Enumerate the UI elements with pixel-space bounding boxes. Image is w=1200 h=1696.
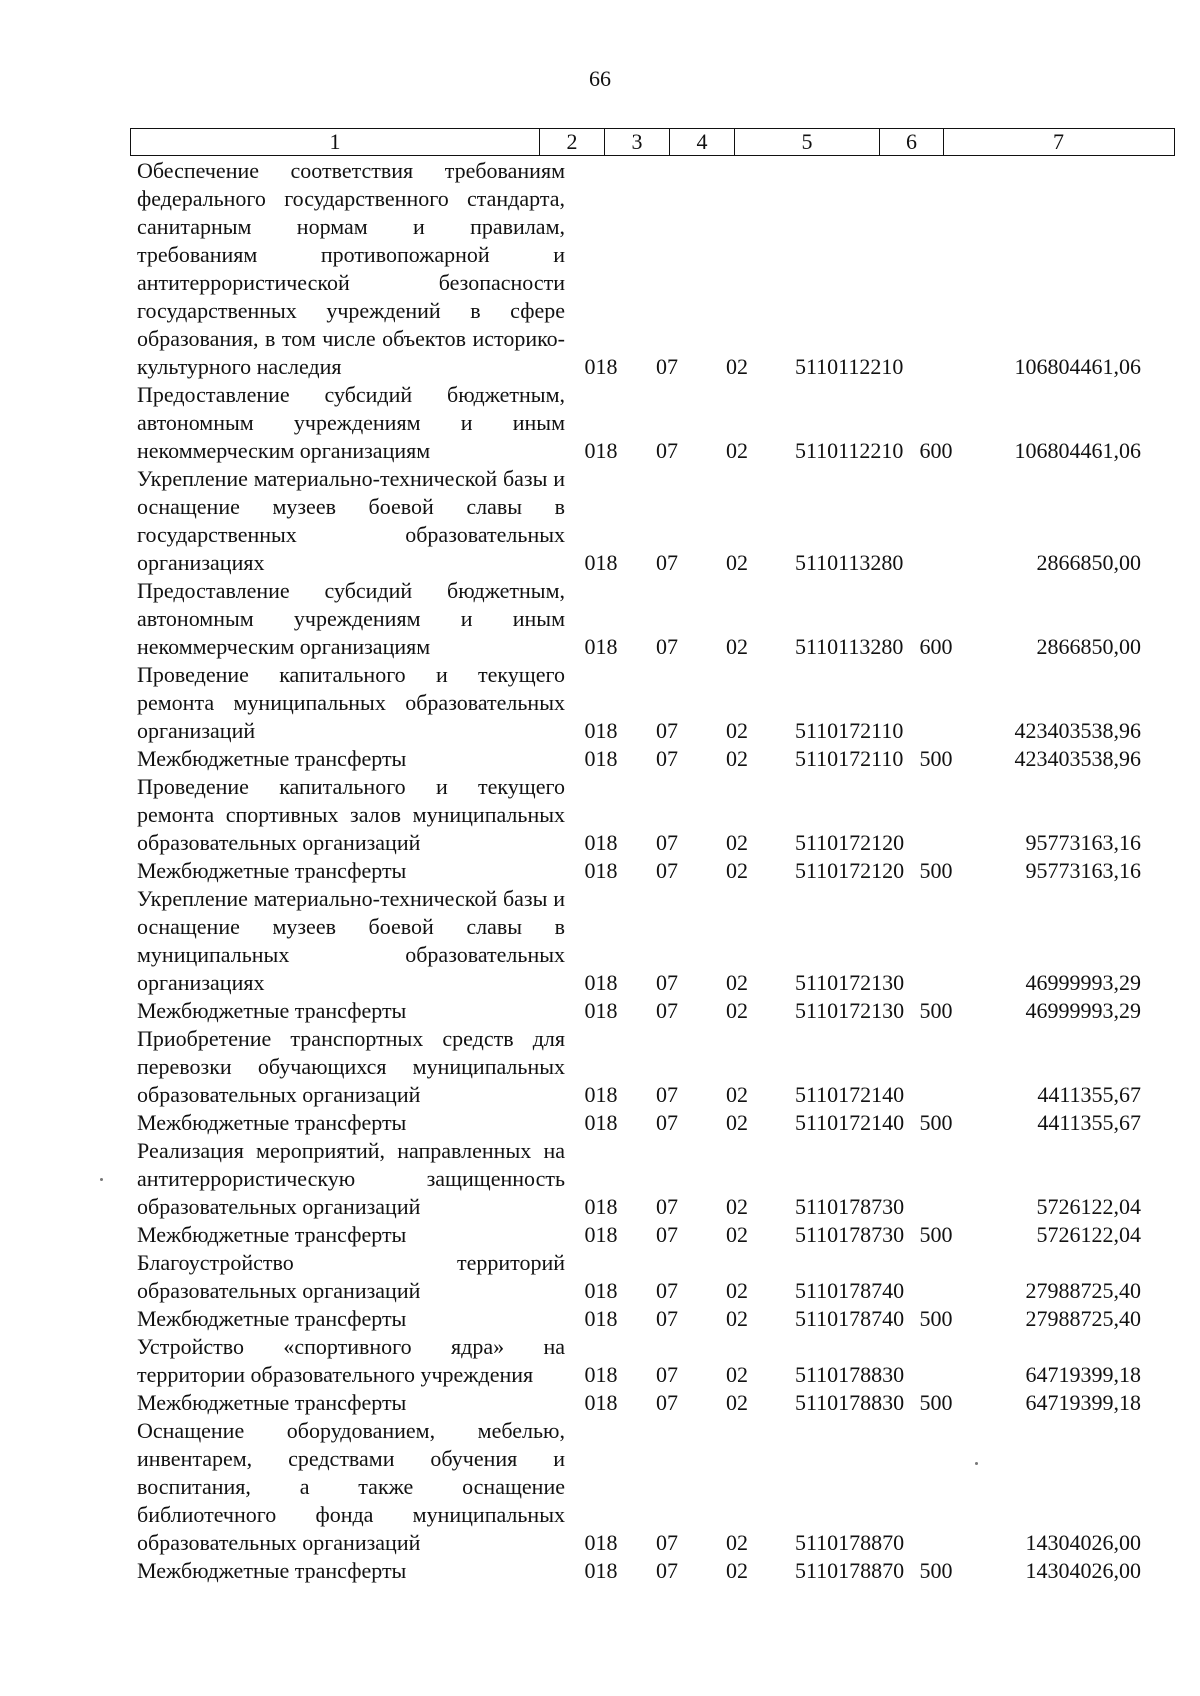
row-col-5: 5110172130 — [795, 970, 905, 995]
table-row — [0, 997, 1200, 1025]
row-col-4: 02 — [726, 634, 748, 659]
row-description: Межбюджетные трансферты — [137, 1558, 407, 1583]
table-row — [0, 1305, 1200, 1333]
row-col-4: 02 — [726, 1362, 748, 1387]
row-description: Межбюджетные трансферты — [137, 746, 407, 771]
row-col-4: 02 — [726, 746, 748, 771]
row-col-7: 106804461,06 — [1014, 354, 1141, 379]
table-row — [0, 157, 1200, 381]
row-description: Межбюджетные трансферты — [137, 858, 407, 883]
row-col-2: 018 — [584, 1390, 618, 1415]
header-col-2: 2 — [539, 129, 604, 155]
table-body — [0, 157, 1200, 1585]
row-col-3: 07 — [656, 746, 678, 771]
row-description: Межбюджетные трансферты — [137, 1390, 407, 1415]
row-col-7: 95773163,16 — [1025, 830, 1141, 855]
row-col-6: 500 — [919, 998, 953, 1023]
row-description: Межбюджетные трансферты — [137, 1222, 407, 1247]
row-col-2: 018 — [584, 718, 618, 743]
row-col-3: 07 — [656, 718, 678, 743]
page-number: 66 — [589, 66, 611, 91]
row-col-2: 018 — [584, 970, 618, 995]
row-col-7: 5726122,04 — [1036, 1194, 1141, 1219]
table-row — [0, 1137, 1200, 1221]
row-col-5: 5110178870 — [795, 1530, 905, 1555]
row-col-6: 500 — [919, 1222, 953, 1247]
row-col-7: 4411355,67 — [1037, 1110, 1141, 1135]
row-col-5: 5110178830 — [795, 1362, 905, 1387]
row-col-3: 07 — [656, 1390, 678, 1415]
row-col-5: 5110112210 — [795, 438, 904, 463]
row-description: Предоставление субсидий бюджетным, автономным учреждениям и иным некоммерческим организациям — [137, 578, 565, 659]
row-col-2: 018 — [584, 1082, 618, 1107]
table-row — [0, 1557, 1200, 1585]
scan-speck — [100, 1178, 103, 1181]
row-col-6: 600 — [919, 634, 953, 659]
row-col-7: 27988725,40 — [1025, 1278, 1141, 1303]
row-col-6: 600 — [919, 438, 953, 463]
row-col-7: 14304026,00 — [1025, 1530, 1141, 1555]
row-col-5: 5110112210 — [795, 354, 904, 379]
row-description: Предоставление субсидий бюджетным, автономным учреждениям и иным некоммерческим организациям — [137, 382, 565, 463]
row-col-5: 5110178870 — [795, 1558, 905, 1583]
row-col-4: 02 — [726, 998, 748, 1023]
row-col-3: 07 — [656, 438, 678, 463]
row-col-5: 5110178830 — [795, 1390, 905, 1415]
header-col-1: 1 — [329, 129, 341, 154]
row-col-7: 46999993,29 — [1025, 970, 1141, 995]
header-col-7: 7 — [943, 129, 1173, 155]
row-col-6: 500 — [919, 1558, 953, 1583]
row-col-4: 02 — [726, 1194, 748, 1219]
table-row — [0, 661, 1200, 745]
row-col-2: 018 — [584, 550, 618, 575]
row-col-5: 5110172110 — [795, 746, 904, 771]
row-col-4: 02 — [726, 550, 748, 575]
table-row — [0, 1333, 1200, 1389]
row-col-3: 07 — [656, 1110, 678, 1135]
row-col-7: 95773163,16 — [1025, 858, 1141, 883]
table-row — [0, 1249, 1200, 1305]
row-col-4: 02 — [726, 438, 748, 463]
row-col-7: 2866850,00 — [1036, 550, 1141, 575]
table-row — [0, 745, 1200, 773]
row-col-3: 07 — [656, 998, 678, 1023]
row-col-7: 64719399,18 — [1025, 1362, 1141, 1387]
row-description: Укрепление материально-технической базы и оснащение музеев боевой славы в муниципальных образовательных организациях — [137, 886, 565, 995]
row-col-5: 5110172130 — [795, 998, 905, 1023]
row-col-3: 07 — [656, 1222, 678, 1247]
row-col-5: 5110178730 — [795, 1222, 905, 1247]
row-col-4: 02 — [726, 354, 748, 379]
row-col-7: 423403538,96 — [1014, 746, 1141, 771]
row-col-3: 07 — [656, 550, 678, 575]
row-description: Благоустройство территорий образовательных организаций — [137, 1250, 565, 1303]
row-col-3: 07 — [656, 858, 678, 883]
row-col-7: 423403538,96 — [1014, 718, 1141, 743]
header-col-4: 4 — [669, 129, 734, 155]
row-col-6: 500 — [919, 858, 953, 883]
row-col-5: 5110178740 — [795, 1306, 905, 1331]
row-col-5: 5110172110 — [795, 718, 904, 743]
table-row — [0, 885, 1200, 997]
row-col-3: 07 — [656, 634, 678, 659]
row-col-2: 018 — [584, 634, 618, 659]
row-col-6: 500 — [919, 746, 953, 771]
row-col-7: 4411355,67 — [1037, 1082, 1141, 1107]
row-col-6: 500 — [919, 1110, 953, 1135]
row-col-3: 07 — [656, 1082, 678, 1107]
table-row — [0, 1025, 1200, 1109]
row-description: Реализация мероприятий, направленных на антитеррористическую защищенность образовательных организаций — [137, 1138, 565, 1219]
row-description: Приобретение транспортных средств для перевозки обучающихся муниципальных образовательных организаций — [137, 1026, 565, 1107]
row-col-7: 2866850,00 — [1036, 634, 1141, 659]
row-col-3: 07 — [656, 1194, 678, 1219]
row-col-4: 02 — [726, 1278, 748, 1303]
table-row — [0, 381, 1200, 465]
row-col-4: 02 — [726, 1390, 748, 1415]
table-row — [0, 1109, 1200, 1137]
row-col-2: 018 — [584, 438, 618, 463]
table-header — [130, 128, 1175, 156]
row-col-4: 02 — [726, 858, 748, 883]
row-col-4: 02 — [726, 1222, 748, 1247]
row-col-2: 018 — [584, 1306, 618, 1331]
table-row — [0, 577, 1200, 661]
row-col-6: 500 — [919, 1306, 953, 1331]
row-col-5: 5110178740 — [795, 1278, 905, 1303]
row-col-5: 5110178730 — [795, 1194, 905, 1219]
table-row — [0, 773, 1200, 857]
row-description: Проведение капитального и текущего ремонта спортивных залов муниципальных образовательных организаций — [137, 774, 565, 855]
row-col-4: 02 — [726, 1082, 748, 1107]
row-col-7: 5726122,04 — [1036, 1222, 1141, 1247]
row-col-7: 14304026,00 — [1025, 1558, 1141, 1583]
row-col-4: 02 — [726, 1530, 748, 1555]
row-description: Межбюджетные трансферты — [137, 998, 407, 1023]
row-description: Обеспечение соответствия требованиям федерального государственного стандарта, санитарным нормам и правилам, требованиям противопожарной и антитеррористической безопасности государственных учреждений в сфере образования, в том числе объектов историко-культурного наследия — [137, 158, 565, 379]
header-col-6: 6 — [879, 129, 943, 155]
row-col-5: 5110113280 — [795, 550, 904, 575]
row-col-6: 500 — [919, 1390, 953, 1415]
row-col-2: 018 — [584, 1278, 618, 1303]
header-col-3: 3 — [604, 129, 669, 155]
row-col-5: 5110113280 — [795, 634, 904, 659]
row-col-3: 07 — [656, 1306, 678, 1331]
row-col-4: 02 — [726, 1558, 748, 1583]
row-col-5: 5110172140 — [795, 1082, 905, 1107]
row-col-2: 018 — [584, 354, 618, 379]
row-description: Межбюджетные трансферты — [137, 1306, 407, 1331]
table-row — [0, 465, 1200, 577]
row-col-3: 07 — [656, 970, 678, 995]
scan-speck — [975, 1462, 978, 1465]
row-col-3: 07 — [656, 1278, 678, 1303]
table-row — [0, 1389, 1200, 1417]
row-col-2: 018 — [584, 1558, 618, 1583]
row-col-5: 5110172140 — [795, 1110, 905, 1135]
row-col-4: 02 — [726, 1306, 748, 1331]
row-col-4: 02 — [726, 970, 748, 995]
table-row — [0, 857, 1200, 885]
table-row — [0, 1417, 1200, 1557]
row-col-7: 46999993,29 — [1025, 998, 1141, 1023]
row-col-2: 018 — [584, 830, 618, 855]
row-col-2: 018 — [584, 1362, 618, 1387]
row-col-3: 07 — [656, 1530, 678, 1555]
table-row — [0, 1221, 1200, 1249]
row-col-3: 07 — [656, 830, 678, 855]
row-col-4: 02 — [726, 830, 748, 855]
header-col-5: 5 — [734, 129, 879, 155]
row-col-2: 018 — [584, 998, 618, 1023]
row-col-7: 27988725,40 — [1025, 1306, 1141, 1331]
row-description: Укрепление материально-технической базы и оснащение музеев боевой славы в государственных образовательных организациях — [137, 466, 565, 575]
row-col-7: 106804461,06 — [1014, 438, 1141, 463]
row-col-3: 07 — [656, 354, 678, 379]
row-col-2: 018 — [584, 746, 618, 771]
row-col-5: 5110172120 — [795, 858, 905, 883]
row-col-5: 5110172120 — [795, 830, 905, 855]
row-col-7: 64719399,18 — [1025, 1390, 1141, 1415]
row-col-4: 02 — [726, 718, 748, 743]
row-description: Межбюджетные трансферты — [137, 1110, 407, 1135]
row-col-2: 018 — [584, 1110, 618, 1135]
row-col-2: 018 — [584, 1530, 618, 1555]
row-description: Оснащение оборудованием, мебелью, инвентарем, средствами обучения и воспитания, а также оснащение библиотечного фонда муниципальных образовательных организаций — [137, 1418, 565, 1555]
row-col-2: 018 — [584, 858, 618, 883]
row-description: Проведение капитального и текущего ремонта муниципальных образовательных организаций — [137, 662, 565, 743]
row-col-2: 018 — [584, 1222, 618, 1247]
row-col-2: 018 — [584, 1194, 618, 1219]
row-col-3: 07 — [656, 1558, 678, 1583]
row-description: Устройство «спортивного ядра» на территории образовательного учреждения — [137, 1334, 565, 1387]
row-col-3: 07 — [656, 1362, 678, 1387]
row-col-4: 02 — [726, 1110, 748, 1135]
